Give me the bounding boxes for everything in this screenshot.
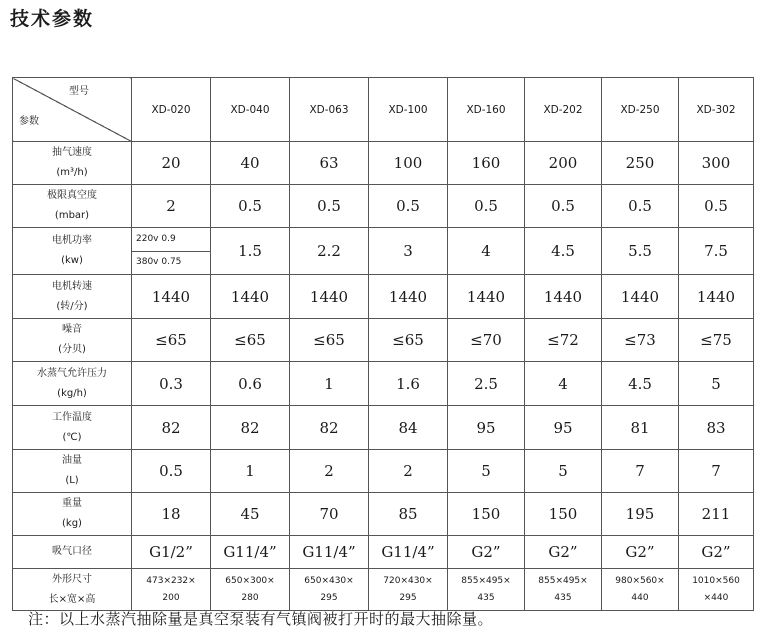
value-cell: 0.6 bbox=[211, 362, 290, 406]
row-label-line: 电机转速 bbox=[52, 280, 92, 292]
row-label-line: 工作温度 bbox=[52, 411, 92, 423]
value-line: 295 bbox=[399, 592, 417, 603]
table-row bbox=[13, 142, 754, 185]
value-line: 435 bbox=[554, 592, 572, 603]
value-cell: 3 bbox=[369, 228, 448, 275]
row-label-line: (kg) bbox=[62, 518, 82, 529]
row-label-line: 抽气速度 bbox=[52, 147, 92, 158]
model-header: XD-040 bbox=[211, 78, 290, 142]
value-cell bbox=[525, 569, 602, 611]
value-cell: G11/4” bbox=[211, 536, 290, 569]
row-label-cell bbox=[13, 569, 132, 611]
value-cell: ≤65 bbox=[211, 319, 290, 362]
value-cell: 1440 bbox=[290, 275, 369, 319]
row-label-line: (m³/h) bbox=[56, 167, 88, 178]
row-label-line: (℃) bbox=[62, 431, 82, 443]
spec-table-body bbox=[13, 78, 754, 611]
value-cell bbox=[448, 569, 525, 611]
value-cell: G2” bbox=[602, 536, 679, 569]
value-cell: 0.5 bbox=[211, 185, 290, 228]
value-cell: 5 bbox=[448, 450, 525, 493]
value-cell: 160 bbox=[448, 142, 525, 185]
value-line: 980×560× bbox=[615, 575, 665, 586]
row-label-line: 吸气口径 bbox=[52, 546, 92, 557]
row-label-line: 外形尺寸 bbox=[52, 573, 92, 585]
table-row bbox=[13, 536, 754, 569]
value-cell: 200 bbox=[525, 142, 602, 185]
value-cell: 20 bbox=[132, 142, 211, 185]
table-row bbox=[13, 275, 754, 319]
table-row bbox=[13, 185, 754, 228]
value-cell: G2” bbox=[448, 536, 525, 569]
value-cell: 45 bbox=[211, 493, 290, 536]
table-row bbox=[13, 406, 754, 450]
value-line: 295 bbox=[320, 592, 338, 603]
row-label-line: 油量 bbox=[62, 455, 82, 466]
row-label-cell bbox=[13, 275, 132, 319]
value-line: 440 bbox=[631, 592, 649, 603]
value-line: 473×232× bbox=[146, 575, 196, 586]
value-cell: G2” bbox=[679, 536, 754, 569]
value-cell: 2.5 bbox=[448, 362, 525, 406]
corner-label-param: 参数 bbox=[19, 116, 39, 127]
value-cell: 81 bbox=[602, 406, 679, 450]
value-cell: 2.2 bbox=[290, 228, 369, 275]
value-line: 855×495× bbox=[538, 575, 588, 586]
value-cell bbox=[290, 569, 369, 611]
value-cell: 84 bbox=[369, 406, 448, 450]
model-header: XD-160 bbox=[448, 78, 525, 142]
value-cell: 1440 bbox=[448, 275, 525, 319]
value-cell: 95 bbox=[448, 406, 525, 450]
value-cell bbox=[369, 569, 448, 611]
split-value-cell: 380v 0.75 bbox=[132, 251, 211, 275]
value-cell bbox=[211, 569, 290, 611]
row-label-cell bbox=[13, 228, 132, 275]
value-line: 650×300× bbox=[225, 575, 275, 586]
value-cell: 5 bbox=[679, 362, 754, 406]
value-cell: 95 bbox=[525, 406, 602, 450]
row-label-cell bbox=[13, 142, 132, 185]
value-cell: 2 bbox=[132, 185, 211, 228]
model-header: XD-302 bbox=[679, 78, 754, 142]
value-cell: G1/2” bbox=[132, 536, 211, 569]
value-cell: 300 bbox=[679, 142, 754, 185]
value-cell: 0.5 bbox=[290, 185, 369, 228]
value-cell: 7 bbox=[602, 450, 679, 493]
value-cell: 1.6 bbox=[369, 362, 448, 406]
value-cell: 1440 bbox=[132, 275, 211, 319]
table-row bbox=[13, 228, 754, 252]
value-cell: 0.5 bbox=[525, 185, 602, 228]
value-line: ×440 bbox=[703, 592, 729, 603]
row-label-cell bbox=[13, 362, 132, 406]
value-cell: 1 bbox=[211, 450, 290, 493]
value-cell: 1440 bbox=[679, 275, 754, 319]
value-cell: 2 bbox=[290, 450, 369, 493]
value-cell: 0.5 bbox=[132, 450, 211, 493]
value-line: 280 bbox=[241, 592, 259, 603]
value-cell: 4 bbox=[525, 362, 602, 406]
value-cell bbox=[602, 569, 679, 611]
value-cell: G11/4” bbox=[290, 536, 369, 569]
row-label-line: (转/分) bbox=[56, 300, 88, 312]
value-line: 720×430× bbox=[383, 575, 433, 586]
value-cell: 70 bbox=[290, 493, 369, 536]
value-cell: 7.5 bbox=[679, 228, 754, 275]
value-cell: 0.5 bbox=[679, 185, 754, 228]
row-label-line: 噪音 bbox=[62, 324, 82, 335]
model-header: XD-063 bbox=[290, 78, 369, 142]
model-header: XD-202 bbox=[525, 78, 602, 142]
value-line: 200 bbox=[162, 592, 180, 603]
page-title: 技术参数 bbox=[10, 8, 95, 30]
value-cell: 82 bbox=[211, 406, 290, 450]
value-line: 435 bbox=[477, 592, 495, 603]
value-cell: ≤65 bbox=[290, 319, 369, 362]
value-cell: 85 bbox=[369, 493, 448, 536]
row-label-line: (分贝) bbox=[58, 344, 86, 355]
row-label-line: 重量 bbox=[62, 498, 82, 509]
value-cell: 195 bbox=[602, 493, 679, 536]
table-row bbox=[13, 493, 754, 536]
value-cell: 7 bbox=[679, 450, 754, 493]
value-cell: 82 bbox=[290, 406, 369, 450]
value-cell: 4.5 bbox=[602, 362, 679, 406]
value-line: 855×495× bbox=[461, 575, 511, 586]
value-cell: 63 bbox=[290, 142, 369, 185]
value-cell: 4.5 bbox=[525, 228, 602, 275]
value-cell: ≤72 bbox=[525, 319, 602, 362]
row-label-line: (mbar) bbox=[54, 210, 90, 221]
value-cell bbox=[132, 569, 211, 611]
value-cell: 2 bbox=[369, 450, 448, 493]
value-cell: 0.5 bbox=[602, 185, 679, 228]
value-cell: 1.5 bbox=[211, 228, 290, 275]
value-cell: ≤65 bbox=[369, 319, 448, 362]
value-cell: ≤70 bbox=[448, 319, 525, 362]
row-label-line: 电机功率 bbox=[52, 235, 92, 246]
row-label-line: 极限真空度 bbox=[47, 190, 97, 201]
value-cell: ≤65 bbox=[132, 319, 211, 362]
corner-label-model: 型号 bbox=[69, 86, 89, 97]
row-label-cell bbox=[13, 319, 132, 362]
value-cell: ≤73 bbox=[602, 319, 679, 362]
value-cell: 5.5 bbox=[602, 228, 679, 275]
value-cell: 211 bbox=[679, 493, 754, 536]
footnote: 注：以上水蒸汽抽除量是真空泵装有气镇阀被打开时的最大抽除量。 bbox=[28, 610, 494, 628]
model-header: XD-250 bbox=[602, 78, 679, 142]
row-label-line: (kw) bbox=[61, 255, 83, 266]
value-cell: 5 bbox=[525, 450, 602, 493]
row-label-line: (L) bbox=[65, 475, 79, 486]
value-cell: 40 bbox=[211, 142, 290, 185]
spec-table bbox=[12, 77, 754, 611]
value-cell: G11/4” bbox=[369, 536, 448, 569]
table-row bbox=[13, 569, 754, 611]
header-corner-cell bbox=[13, 78, 132, 142]
value-cell: 0.5 bbox=[448, 185, 525, 228]
value-cell: 1440 bbox=[602, 275, 679, 319]
value-cell: 250 bbox=[602, 142, 679, 185]
value-cell: 100 bbox=[369, 142, 448, 185]
row-label-cell bbox=[13, 185, 132, 228]
value-cell: 18 bbox=[132, 493, 211, 536]
value-cell: 1440 bbox=[369, 275, 448, 319]
value-line: 1010×560 bbox=[692, 575, 740, 586]
value-cell: 83 bbox=[679, 406, 754, 450]
row-label-cell bbox=[13, 450, 132, 493]
row-label-cell bbox=[13, 493, 132, 536]
header-row bbox=[13, 78, 754, 142]
row-label-line: 长×宽×高 bbox=[48, 593, 96, 605]
value-cell: G2” bbox=[525, 536, 602, 569]
row-label-line: 水蒸气允许压力 bbox=[37, 367, 107, 379]
value-cell: 0.5 bbox=[369, 185, 448, 228]
value-cell: 1 bbox=[290, 362, 369, 406]
value-cell: 82 bbox=[132, 406, 211, 450]
table-row bbox=[13, 319, 754, 362]
value-cell: ≤75 bbox=[679, 319, 754, 362]
split-value-cell: 220v 0.9 bbox=[132, 228, 211, 252]
row-label-cell bbox=[13, 536, 132, 569]
value-cell bbox=[679, 569, 754, 611]
table-row bbox=[13, 450, 754, 493]
row-label-cell bbox=[13, 406, 132, 450]
value-cell: 150 bbox=[525, 493, 602, 536]
model-header: XD-100 bbox=[369, 78, 448, 142]
model-header: XD-020 bbox=[132, 78, 211, 142]
table-row bbox=[13, 362, 754, 406]
value-cell: 0.3 bbox=[132, 362, 211, 406]
value-cell: 1440 bbox=[525, 275, 602, 319]
value-cell: 1440 bbox=[211, 275, 290, 319]
row-label-line: (kg/h) bbox=[57, 387, 87, 399]
value-cell: 150 bbox=[448, 493, 525, 536]
value-line: 650×430× bbox=[304, 575, 354, 586]
value-cell: 4 bbox=[448, 228, 525, 275]
